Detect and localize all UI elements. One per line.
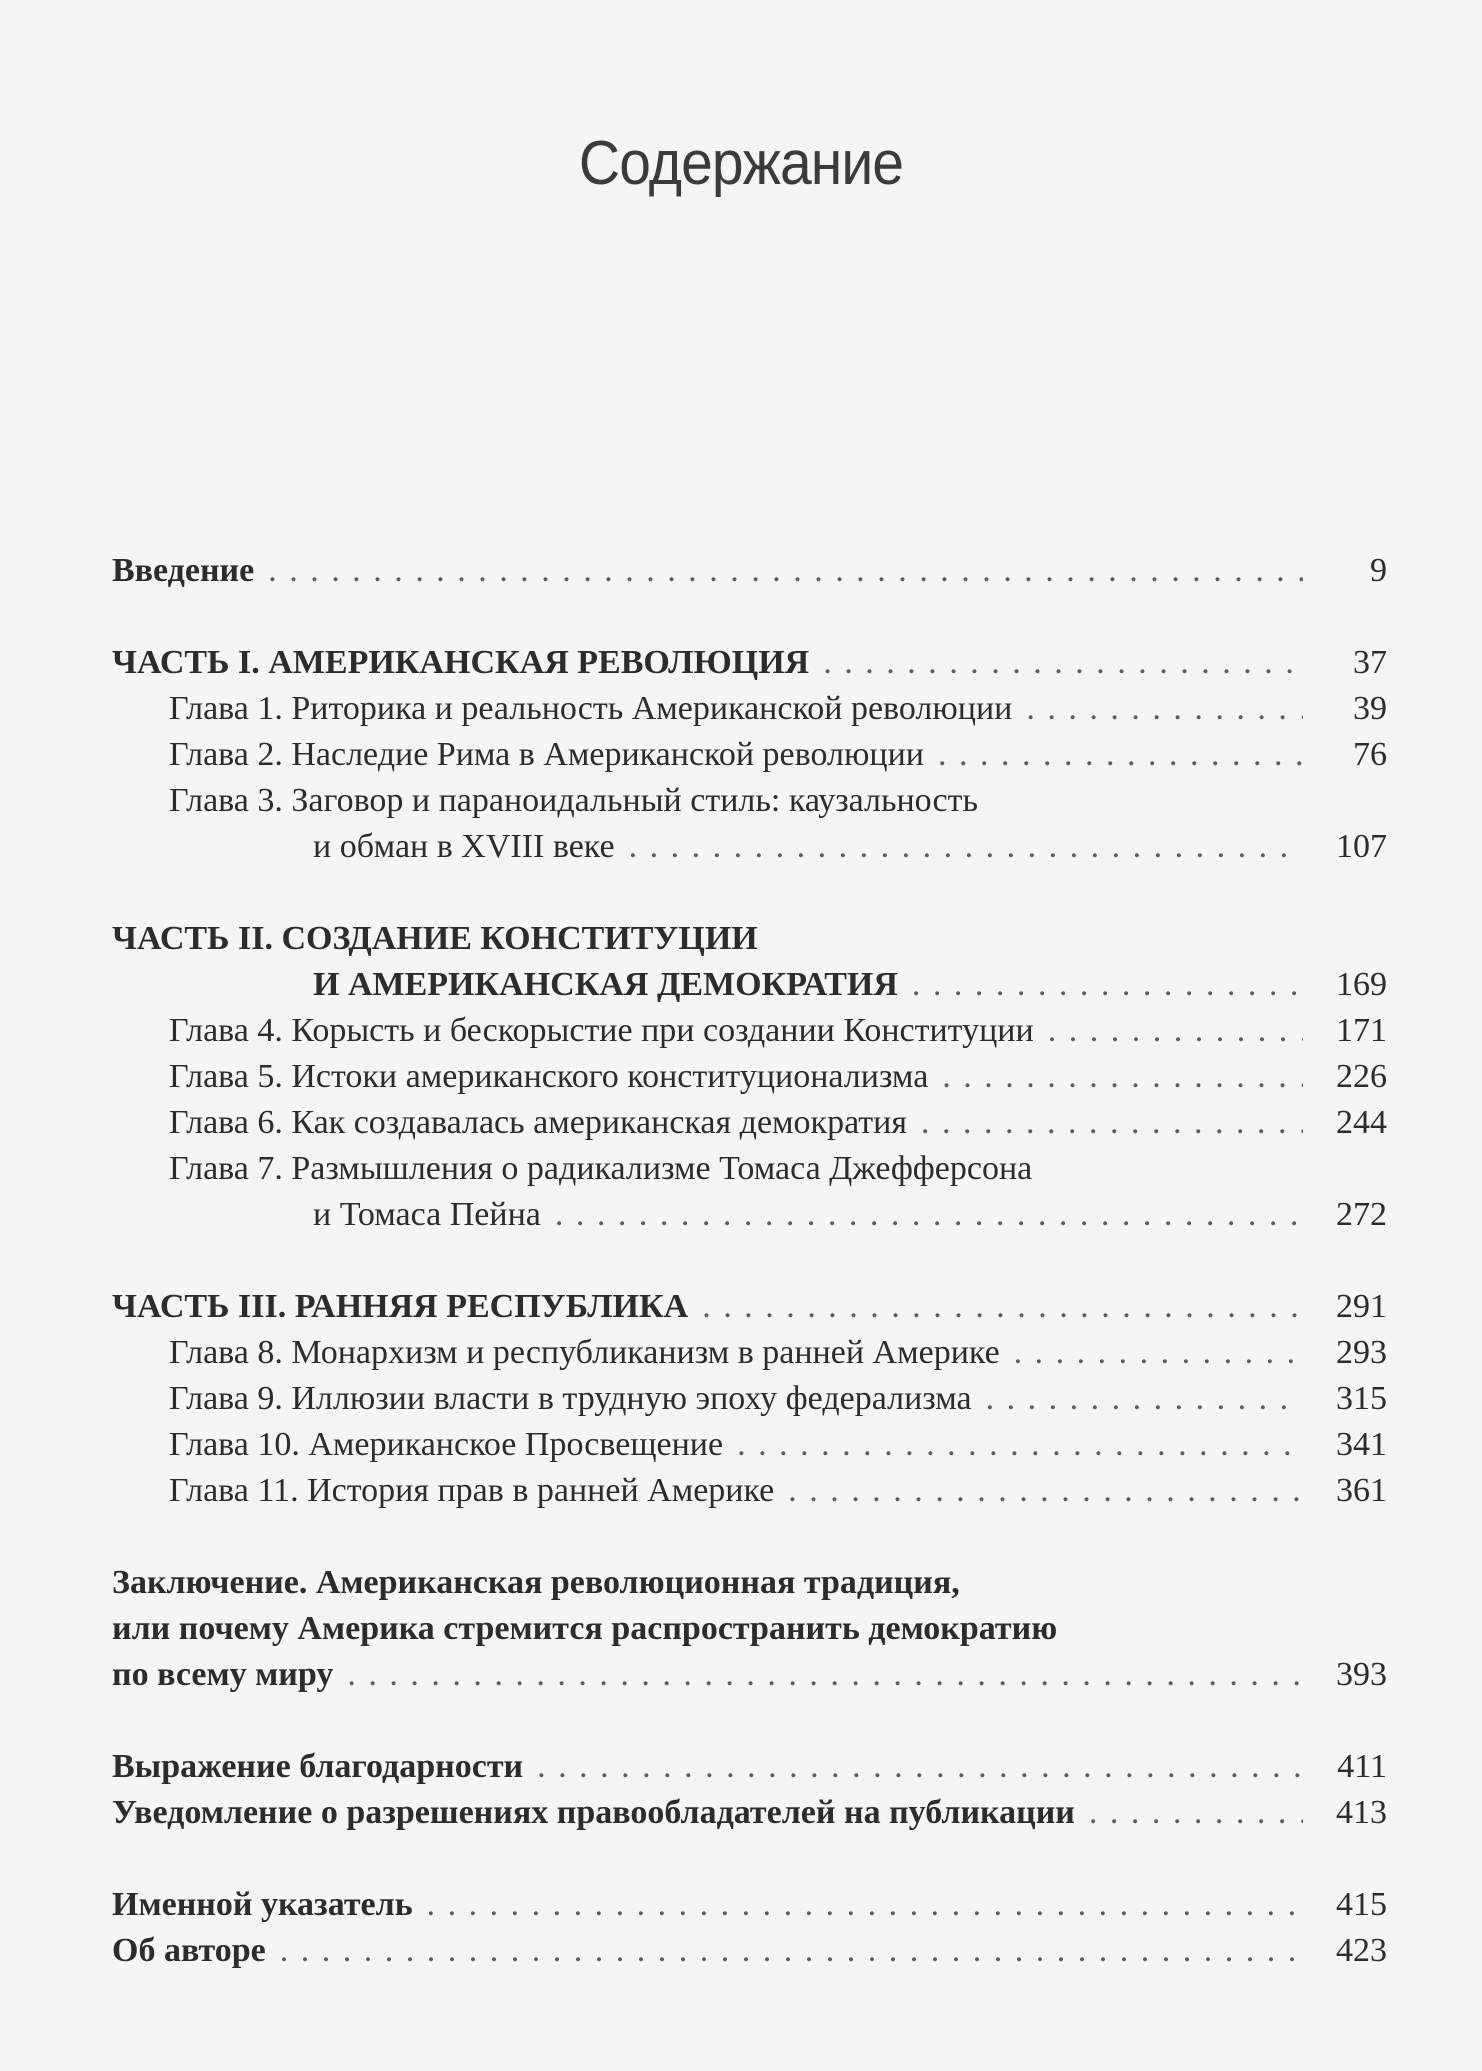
toc-entry-label: Глава 4. Корысть и бескорыстие при создании Конституции: [169, 1012, 1034, 1049]
toc-page-number: 411: [1337, 1748, 1387, 1785]
toc-entry-thanks[interactable]: [112, 1744, 1387, 1790]
dot-leader: [268, 548, 1303, 594]
toc-page-number: 171: [1336, 1012, 1387, 1049]
toc-entry-label: или почему Америка стремится распространить демократию: [112, 1610, 1058, 1647]
toc-entry-label: и Томаса Пейна: [313, 1196, 541, 1233]
toc-entry-conclusion-line2[interactable]: [112, 1606, 1387, 1652]
toc-entry-label: Именной указатель: [112, 1886, 413, 1923]
toc-entry-label: Глава 8. Монархизм и республиканизм в ранней Америке: [169, 1334, 1000, 1371]
toc-page-number: 9: [1370, 552, 1387, 589]
toc-entry-label: ЧАСТЬ II. СОЗДАНИЕ КОНСТИТУЦИИ: [112, 920, 758, 957]
toc-entry-ch5[interactable]: [112, 1054, 1387, 1100]
toc-entry-label: Уведомление о разрешениях правообладателей на публикации: [112, 1794, 1075, 1831]
dot-leader: [938, 732, 1303, 778]
toc-entry-conclusion-line1[interactable]: [112, 1560, 1387, 1606]
toc-entry-ch8[interactable]: [112, 1330, 1387, 1376]
toc-entry-ch3-line1[interactable]: [112, 778, 1387, 824]
toc-page-number: 361: [1336, 1472, 1387, 1509]
toc-entry-part3[interactable]: [112, 1284, 1387, 1330]
dot-leader: [986, 1376, 1303, 1422]
toc-page-number: 291: [1336, 1288, 1387, 1325]
toc-entry-conclusion-line3[interactable]: [112, 1652, 1387, 1698]
toc-page-number: 76: [1353, 736, 1387, 773]
dot-leader: [1089, 1790, 1303, 1836]
toc-page-number: 244: [1336, 1104, 1387, 1141]
toc-entry-label: Глава 7. Размышления о радикализме Томаса Джефферсона: [169, 1150, 1033, 1187]
toc-entry-permissions[interactable]: [112, 1790, 1387, 1836]
toc-entry-ch10[interactable]: [112, 1422, 1387, 1468]
dot-leader: [347, 1652, 1303, 1698]
toc-entry-label: И АМЕРИКАНСКАЯ ДЕМОКРАТИЯ: [313, 966, 898, 1003]
toc-entry-label: Об авторе: [112, 1932, 266, 1969]
dot-leader: [737, 1422, 1303, 1468]
toc-page-number: 415: [1336, 1886, 1387, 1923]
toc-entry-label: Глава 5. Истоки американского конституционализма: [169, 1058, 929, 1095]
toc-entry-label: по всему миру: [112, 1656, 334, 1693]
toc-entry-ch2[interactable]: [112, 732, 1387, 778]
toc-entry-part2-line2[interactable]: [112, 962, 1387, 1008]
dot-leader: [942, 1054, 1303, 1100]
toc-entry-ch11[interactable]: [112, 1468, 1387, 1514]
toc-entry-ch3-line2[interactable]: [112, 824, 1387, 870]
toc-entry-label: Глава 9. Иллюзии власти в трудную эпоху федерализма: [169, 1380, 972, 1417]
dot-leader: [921, 1100, 1303, 1146]
toc-entry-part1[interactable]: [112, 640, 1387, 686]
toc-entry-ch6[interactable]: [112, 1100, 1387, 1146]
dot-leader: [1026, 686, 1303, 732]
toc-entry-label: Введение: [112, 552, 255, 589]
table-of-contents: [112, 548, 1387, 1974]
dot-leader: [788, 1468, 1303, 1514]
toc-entry-label: Глава 10. Американское Просвещение: [169, 1426, 724, 1463]
toc-entry-label: Выражение благодарности: [112, 1748, 524, 1785]
dot-leader: [629, 824, 1303, 870]
toc-entry-ch9[interactable]: [112, 1376, 1387, 1422]
toc-entry-ch4[interactable]: [112, 1008, 1387, 1054]
toc-entry-author[interactable]: [112, 1928, 1387, 1974]
toc-page-number: 393: [1336, 1656, 1387, 1693]
toc-entry-part2-line1[interactable]: [112, 916, 1387, 962]
toc-entry-label: Заключение. Американская революционная традиция,: [112, 1564, 960, 1601]
dot-leader: [702, 1284, 1303, 1330]
toc-entry-label: Глава 1. Риторика и реальность Американской революции: [169, 690, 1013, 727]
dot-leader: [1048, 1008, 1303, 1054]
toc-page-number: 423: [1336, 1932, 1387, 1969]
toc-page-number: 341: [1336, 1426, 1387, 1463]
dot-leader: [555, 1192, 1303, 1238]
dot-leader: [537, 1744, 1303, 1790]
toc-entry-label: ЧАСТЬ I. АМЕРИКАНСКАЯ РЕВОЛЮЦИЯ: [112, 644, 810, 681]
toc-entry-ch1[interactable]: [112, 686, 1387, 732]
toc-page-number: 107: [1336, 828, 1387, 865]
toc-entry-label: Глава 2. Наследие Рима в Американской революции: [169, 736, 924, 773]
toc-entry-label: Глава 3. Заговор и параноидальный стиль: каузальность: [169, 782, 978, 819]
toc-entry-ch7-line2[interactable]: [112, 1192, 1387, 1238]
toc-entry-label: Глава 6. Как создавалась американская демократия: [169, 1104, 907, 1141]
toc-entry-ch7-line1[interactable]: [112, 1146, 1387, 1192]
toc-entry-label: и обман в XVIII веке: [313, 828, 615, 865]
toc-page-number: 39: [1353, 690, 1387, 727]
toc-entry-label: ЧАСТЬ III. РАННЯЯ РЕСПУБЛИКА: [112, 1288, 689, 1325]
dot-leader: [1014, 1330, 1303, 1376]
dot-leader: [823, 640, 1303, 686]
toc-page-number: 37: [1353, 644, 1387, 681]
toc-entry-index[interactable]: [112, 1882, 1387, 1928]
toc-entry-label: Глава 11. История прав в ранней Америке: [169, 1472, 775, 1509]
toc-page-number: 272: [1336, 1196, 1387, 1233]
dot-leader: [427, 1882, 1303, 1928]
toc-page-number: 293: [1336, 1334, 1387, 1371]
toc-page-number: 169: [1336, 966, 1387, 1003]
toc-page-number: 413: [1336, 1794, 1387, 1831]
dot-leader: [912, 962, 1303, 1008]
dot-leader: [280, 1928, 1303, 1974]
toc-page-number: 315: [1336, 1380, 1387, 1417]
toc-page-number: 226: [1336, 1058, 1387, 1095]
page-title: Содержание: [578, 129, 904, 198]
toc-entry-intro[interactable]: [112, 548, 1387, 594]
